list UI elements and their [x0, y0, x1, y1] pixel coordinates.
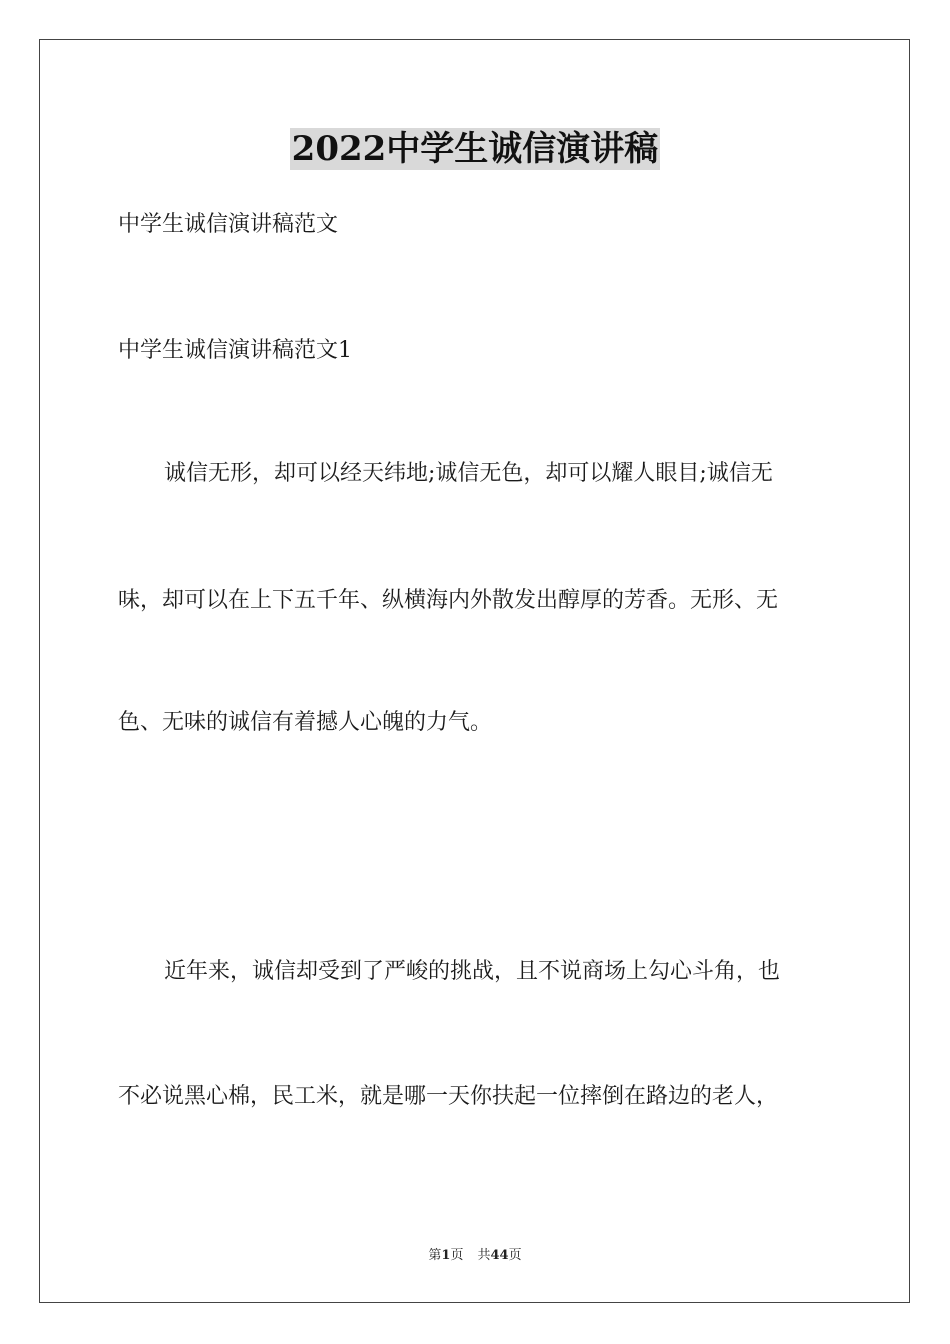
footer-total-prefix: 共 [477, 1248, 491, 1263]
paragraph-2-line-1: 近年来，诚信却受到了严峻的挑战，且不说商场上勾心斗角，也 [164, 959, 781, 984]
paragraph-2-line-2: 不必说黑心棉，民工米，就是哪一天你扶起一位摔倒在路边的老人， [118, 1084, 779, 1109]
paragraph-1-line-3: 色、无味的诚信有着撼人心魄的力气。 [118, 710, 493, 735]
paragraph-1-line-1: 诚信无形，却可以经天纬地;诚信无色，却可以耀人眼目;诚信无 [164, 461, 773, 486]
footer-page-suffix: 页 [450, 1248, 464, 1263]
page-footer [0, 1248, 950, 1264]
footer-page-number: 1 [441, 1248, 451, 1263]
section-heading: 中学生诚信演讲稿范文1 [118, 338, 352, 363]
title-container [0, 128, 950, 170]
footer-total-pages: 44 [490, 1248, 509, 1263]
document-title: 2022中学生诚信演讲稿 [291, 129, 659, 169]
paragraph-1-line-2: 味，却可以在上下五千年、纵横海内外散发出醇厚的芳香。无形、无 [118, 588, 779, 613]
subtitle: 中学生诚信演讲稿范文 [118, 212, 339, 237]
footer-page-prefix: 第 [428, 1248, 442, 1263]
footer-total-suffix: 页 [508, 1248, 522, 1263]
